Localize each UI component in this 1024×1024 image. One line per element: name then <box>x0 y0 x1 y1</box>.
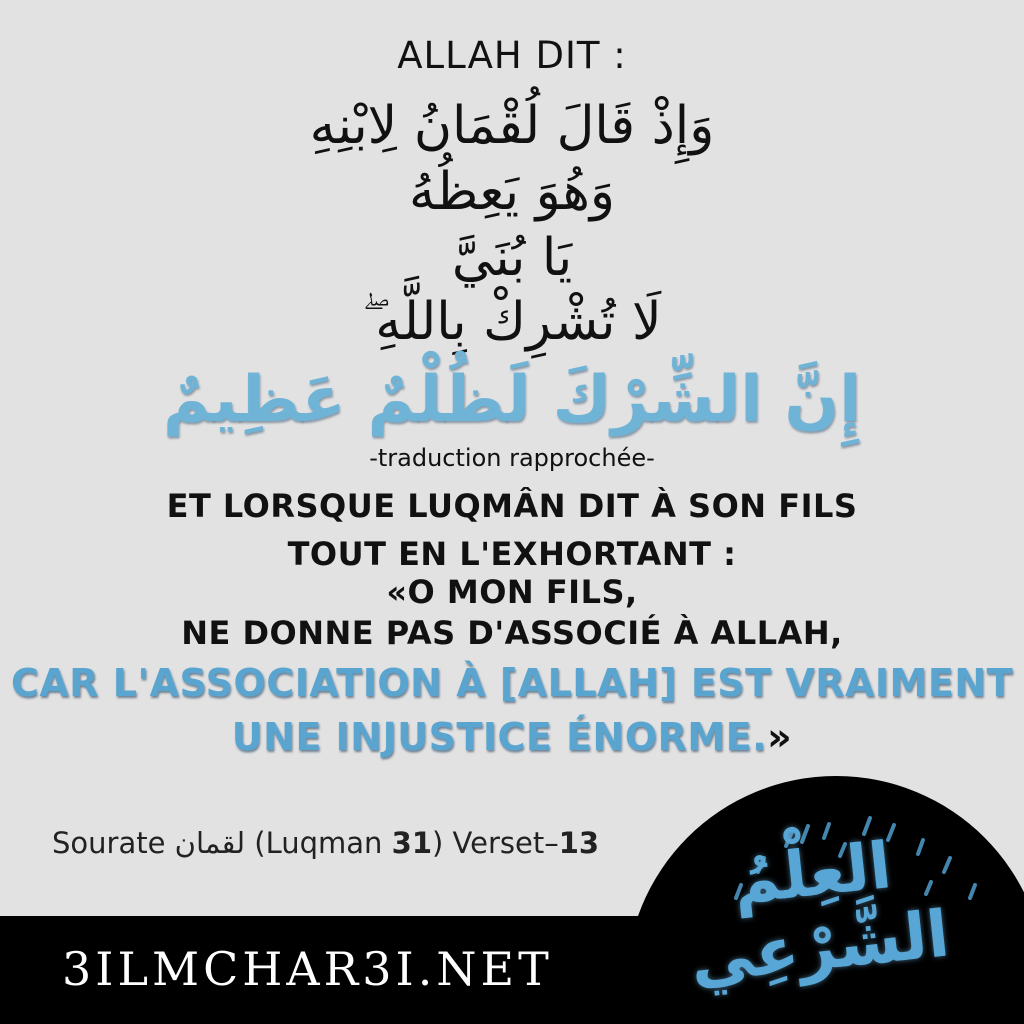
closing-quote: » <box>767 715 793 759</box>
source-paren-close: ) Verset– <box>432 826 559 860</box>
surah-name-arabic: لقمان <box>174 826 246 860</box>
header-title: ALLAH DIT : <box>397 34 627 77</box>
source-paren-open: (Luqman <box>245 826 392 860</box>
arabic-verse-line-2: وَهُوَ يَعِظُهُ <box>408 162 616 222</box>
site-url[interactable]: 3ILMCHAR3I.NET <box>62 942 553 996</box>
french-line-5: CAR L'ASSOCIATION À [ALLAH] EST VRAIMENT <box>10 661 1014 705</box>
source-prefix: Sourate <box>52 826 175 860</box>
verse-number: 13 <box>558 826 600 860</box>
arabic-verse-line-4: لَا تُشْرِكْ بِاللَّهِ ۖ <box>362 292 662 352</box>
arabic-verse-highlight: إِنَّ الشِّرْكَ لَظُلْمٌ عَظِيمٌ <box>162 363 862 437</box>
arabic-verse-line-3: يَا بُنَيَّ <box>451 228 573 288</box>
source-reference <box>52 826 599 860</box>
logo-line-2: الشَّرْعِي <box>686 897 953 998</box>
french-line-6-text: UNE INJUSTICE ÉNORME. <box>231 715 768 759</box>
french-line-4: NE DONNE PAS D'ASSOCIÉ À ALLAH, <box>181 614 843 652</box>
french-line-2: TOUT EN L'EXHORTANT : <box>287 535 737 573</box>
arabic-verse-line-1: وَإِذْ قَالَ لُقْمَانُ لِابْنِهِ <box>309 96 715 156</box>
surah-number: 31 <box>391 826 433 860</box>
translation-note: -traduction rapprochée- <box>369 444 655 472</box>
french-line-3: «O MON FILS, <box>386 573 638 611</box>
site-logo <box>626 776 1024 1024</box>
french-line-6 <box>0 715 1024 759</box>
logo-line-1: العِلْمُ <box>729 829 895 920</box>
french-line-1: ET LORSQUE LUQMÂN DIT À SON FILS <box>166 487 858 525</box>
